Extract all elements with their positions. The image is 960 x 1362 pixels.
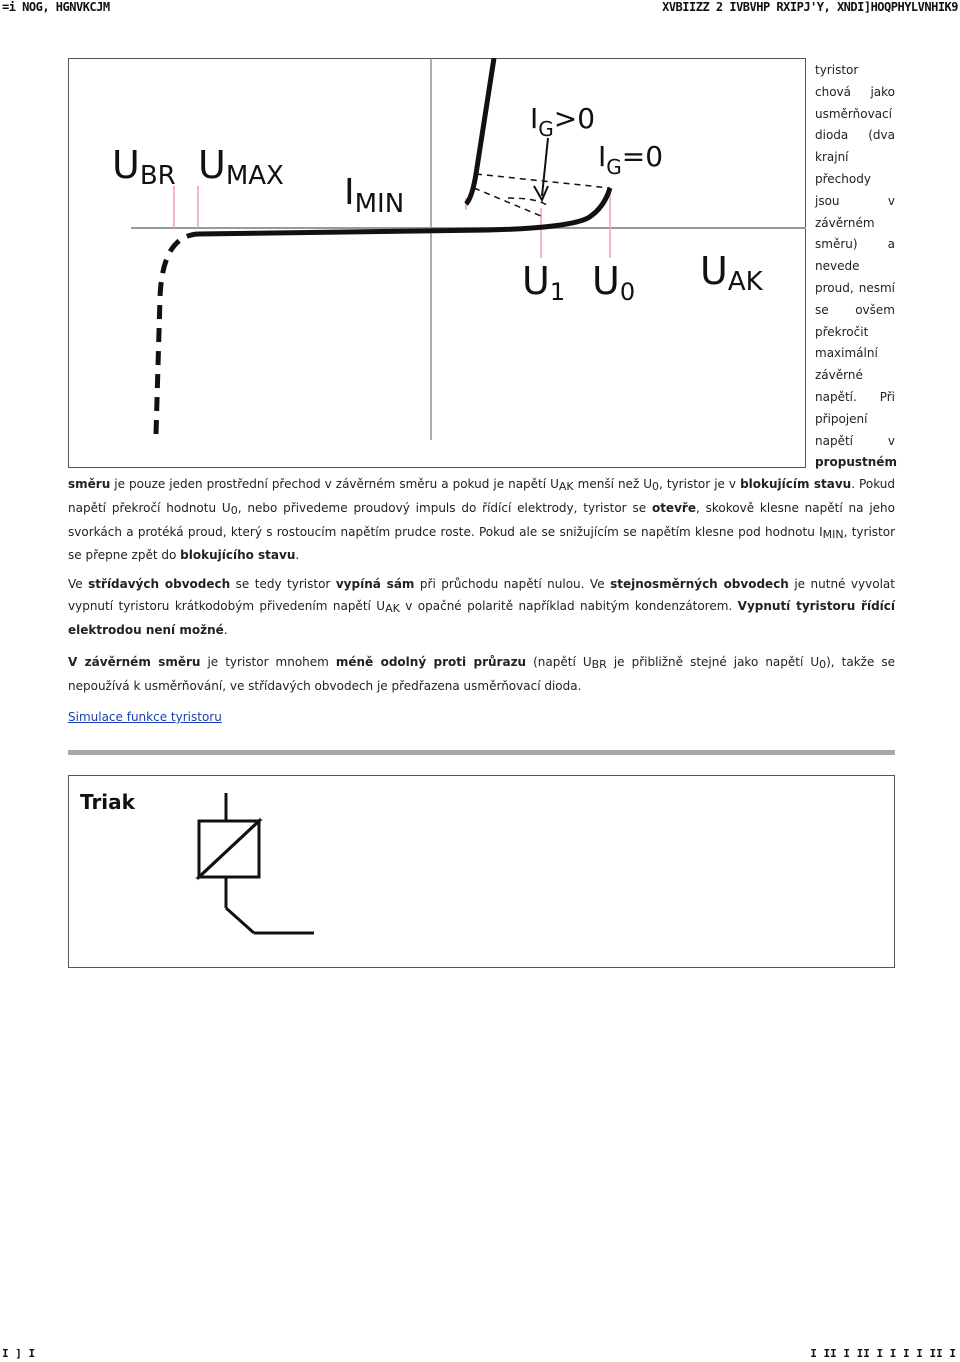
label-ubr: UBR [112, 143, 176, 191]
side-text-line: maximální [815, 346, 878, 361]
side-text-line: směru) a [815, 237, 895, 252]
side-text-line: tyristor [815, 63, 859, 77]
paragraph-blocking-state: směru je pouze jeden prostřední přechod v závěrném směru a pokud je napětí UAK menší než U0, tyristor je v blokujícím stavu. Pokud napětí překročí hodnotu U0, nebo přivedeme proudový impuls do řídící elektrody, tyristor se otevře, skokově klesne napětí na jeho svorkách a protéká proud, který s rostoucím napětím prudce roste. Pokud ale se snižujícím se napětím klesne pod hodnotu IMIN, tyristor se přepne zpět do blokujícího stavu. [68, 477, 896, 563]
paragraph-ac-dc-circuits: Ve střídavých obvodech se tedy tyristor vypíná sám při průchodu napětí nulou. Ve stejnosměrných obvodech je nutné vyvolat vypnutí tyristoru krátkodobým přivedením napětí UAK v opačné polaritě například nabitým kondenzátorem. Vypnutí tyristoru řídící elektrodou není možné. [68, 577, 896, 637]
side-text-line: usměrňovací [815, 106, 892, 121]
triak-symbol [169, 793, 319, 963]
page-header-right: XVBIIZZ 2 IVBVHP RXIPJ'Y, XNDI]HOQPHYLVNHIK9 [662, 0, 958, 14]
side-text-line: propustném [815, 455, 897, 470]
side-text-line: překročit [815, 324, 869, 339]
side-text-line: připojení [815, 411, 868, 426]
side-text-line: krajní [815, 150, 849, 165]
arrow-head [534, 186, 548, 200]
reverse-breakdown-curve [156, 234, 198, 434]
side-text-line: chová jako [815, 84, 895, 99]
side-text-line: napětí v [815, 433, 895, 448]
label-ig-positive: $I_G>0$ [530, 102, 596, 141]
page-footer-left: I ] I [2, 1347, 36, 1360]
side-text-line: dioda (dva [815, 128, 895, 143]
label-u0: U0 [592, 259, 636, 306]
graph-frame [69, 59, 806, 468]
paragraph-reverse-direction: V závěrném směru je tyristor mnohem méně odolný proti průrazu (napětí UBR je přibližně stejné jako napětí U0), takže se nepoužívá k usměrňování, ve střídavých obvodech je předřazena usměrňovací dioda. [68, 655, 895, 693]
side-text-line: závěrném [815, 215, 875, 230]
side-text-line: nevede [815, 259, 860, 274]
label-u1: U1 [522, 259, 566, 306]
side-text-line: proud, nesmí [815, 280, 895, 295]
label-ig-zero: $I_G=0$ [598, 140, 664, 179]
triak-section [68, 775, 895, 968]
side-text-line: závěrné [815, 368, 863, 383]
side-text-line: jsou v [815, 193, 895, 208]
triak-title: Triak [80, 790, 135, 814]
section-divider [68, 750, 895, 755]
side-text-line: napětí. Při [815, 389, 895, 404]
side-text-column [815, 60, 895, 474]
gate-curve-dashed-2 [474, 188, 541, 216]
label-imin: $I_{MIN}$ [344, 172, 405, 219]
side-text-line: přechody [815, 171, 871, 186]
triak-diode-2 [199, 821, 259, 877]
thyristor-va-characteristic [68, 58, 806, 468]
on-state-curve [466, 58, 494, 204]
triak-gate-diag [226, 908, 254, 933]
page-header-left: =i NOG, HGNVKCJM [2, 0, 110, 14]
side-text-line: se ovšem [815, 302, 895, 317]
label-umax: UMAX [198, 143, 284, 191]
label-uak: UAK [700, 249, 763, 297]
simulation-link[interactable]: Simulace funkce tyristoru [68, 710, 222, 724]
page-footer-right: I II I II I I I I II I [810, 1347, 956, 1360]
